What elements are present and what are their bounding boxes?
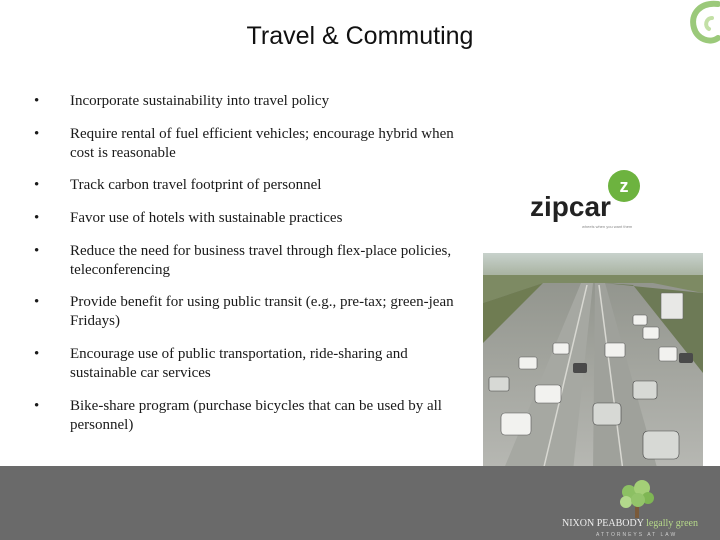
slide-title: Travel & Commuting — [246, 22, 474, 50]
highway-traffic-photo — [483, 253, 703, 471]
bullet-text: Reduce the need for business travel through flex-place policies, teleconferencing — [70, 243, 452, 278]
bullet-text: Incorporate sustainability into travel policy — [70, 93, 330, 109]
bullet-item — [34, 345, 464, 383]
bullet-list — [34, 92, 464, 435]
bullet-symbol: • — [34, 243, 40, 259]
bullet-item — [34, 176, 464, 195]
brand-suffix: legally green — [646, 518, 698, 529]
bullet-text: Provide benefit for using public transit (e.g., pre-tax; green-jean Fridays) — [70, 294, 454, 329]
bullet-symbol: • — [34, 93, 40, 109]
bullet-item — [34, 209, 464, 228]
footer-brand — [562, 518, 698, 529]
bullet-text: Bike-share program (purchase bicycles that can be used by all personnel) — [70, 398, 442, 433]
bullet-symbol: • — [34, 177, 40, 193]
zipcar-badge-letter: z — [619, 176, 629, 196]
bullet-item — [34, 293, 464, 331]
bullet-text: Favor use of hotels with sustainable practices — [70, 210, 343, 226]
bullet-item — [34, 92, 464, 111]
bullet-text: Encourage use of public transportation, ride-sharing and sustainable car services — [70, 346, 408, 381]
green-swirl-icon — [682, 0, 720, 52]
bullet-item — [34, 397, 464, 435]
bullet-item — [34, 242, 464, 280]
bullet-symbol: • — [34, 346, 40, 362]
bullet-symbol: • — [34, 294, 40, 310]
bullet-item — [34, 125, 464, 163]
bullet-symbol: • — [34, 210, 40, 226]
zipcar-logo — [528, 168, 648, 234]
bullet-text: Track carbon travel footprint of personnel — [70, 177, 322, 193]
bullet-symbol: • — [34, 398, 40, 414]
zipcar-tagline: wheels when you want them — [582, 224, 633, 229]
brand-tagline: ATTORNEYS AT LAW — [596, 532, 678, 538]
bullet-symbol: • — [34, 126, 40, 142]
brand-name: NIXON PEABODY — [562, 518, 644, 529]
zipcar-wordmark: zipcar — [530, 191, 611, 222]
bullet-text: Require rental of fuel efficient vehicles; encourage hybrid when cost is reasonable — [70, 126, 454, 161]
